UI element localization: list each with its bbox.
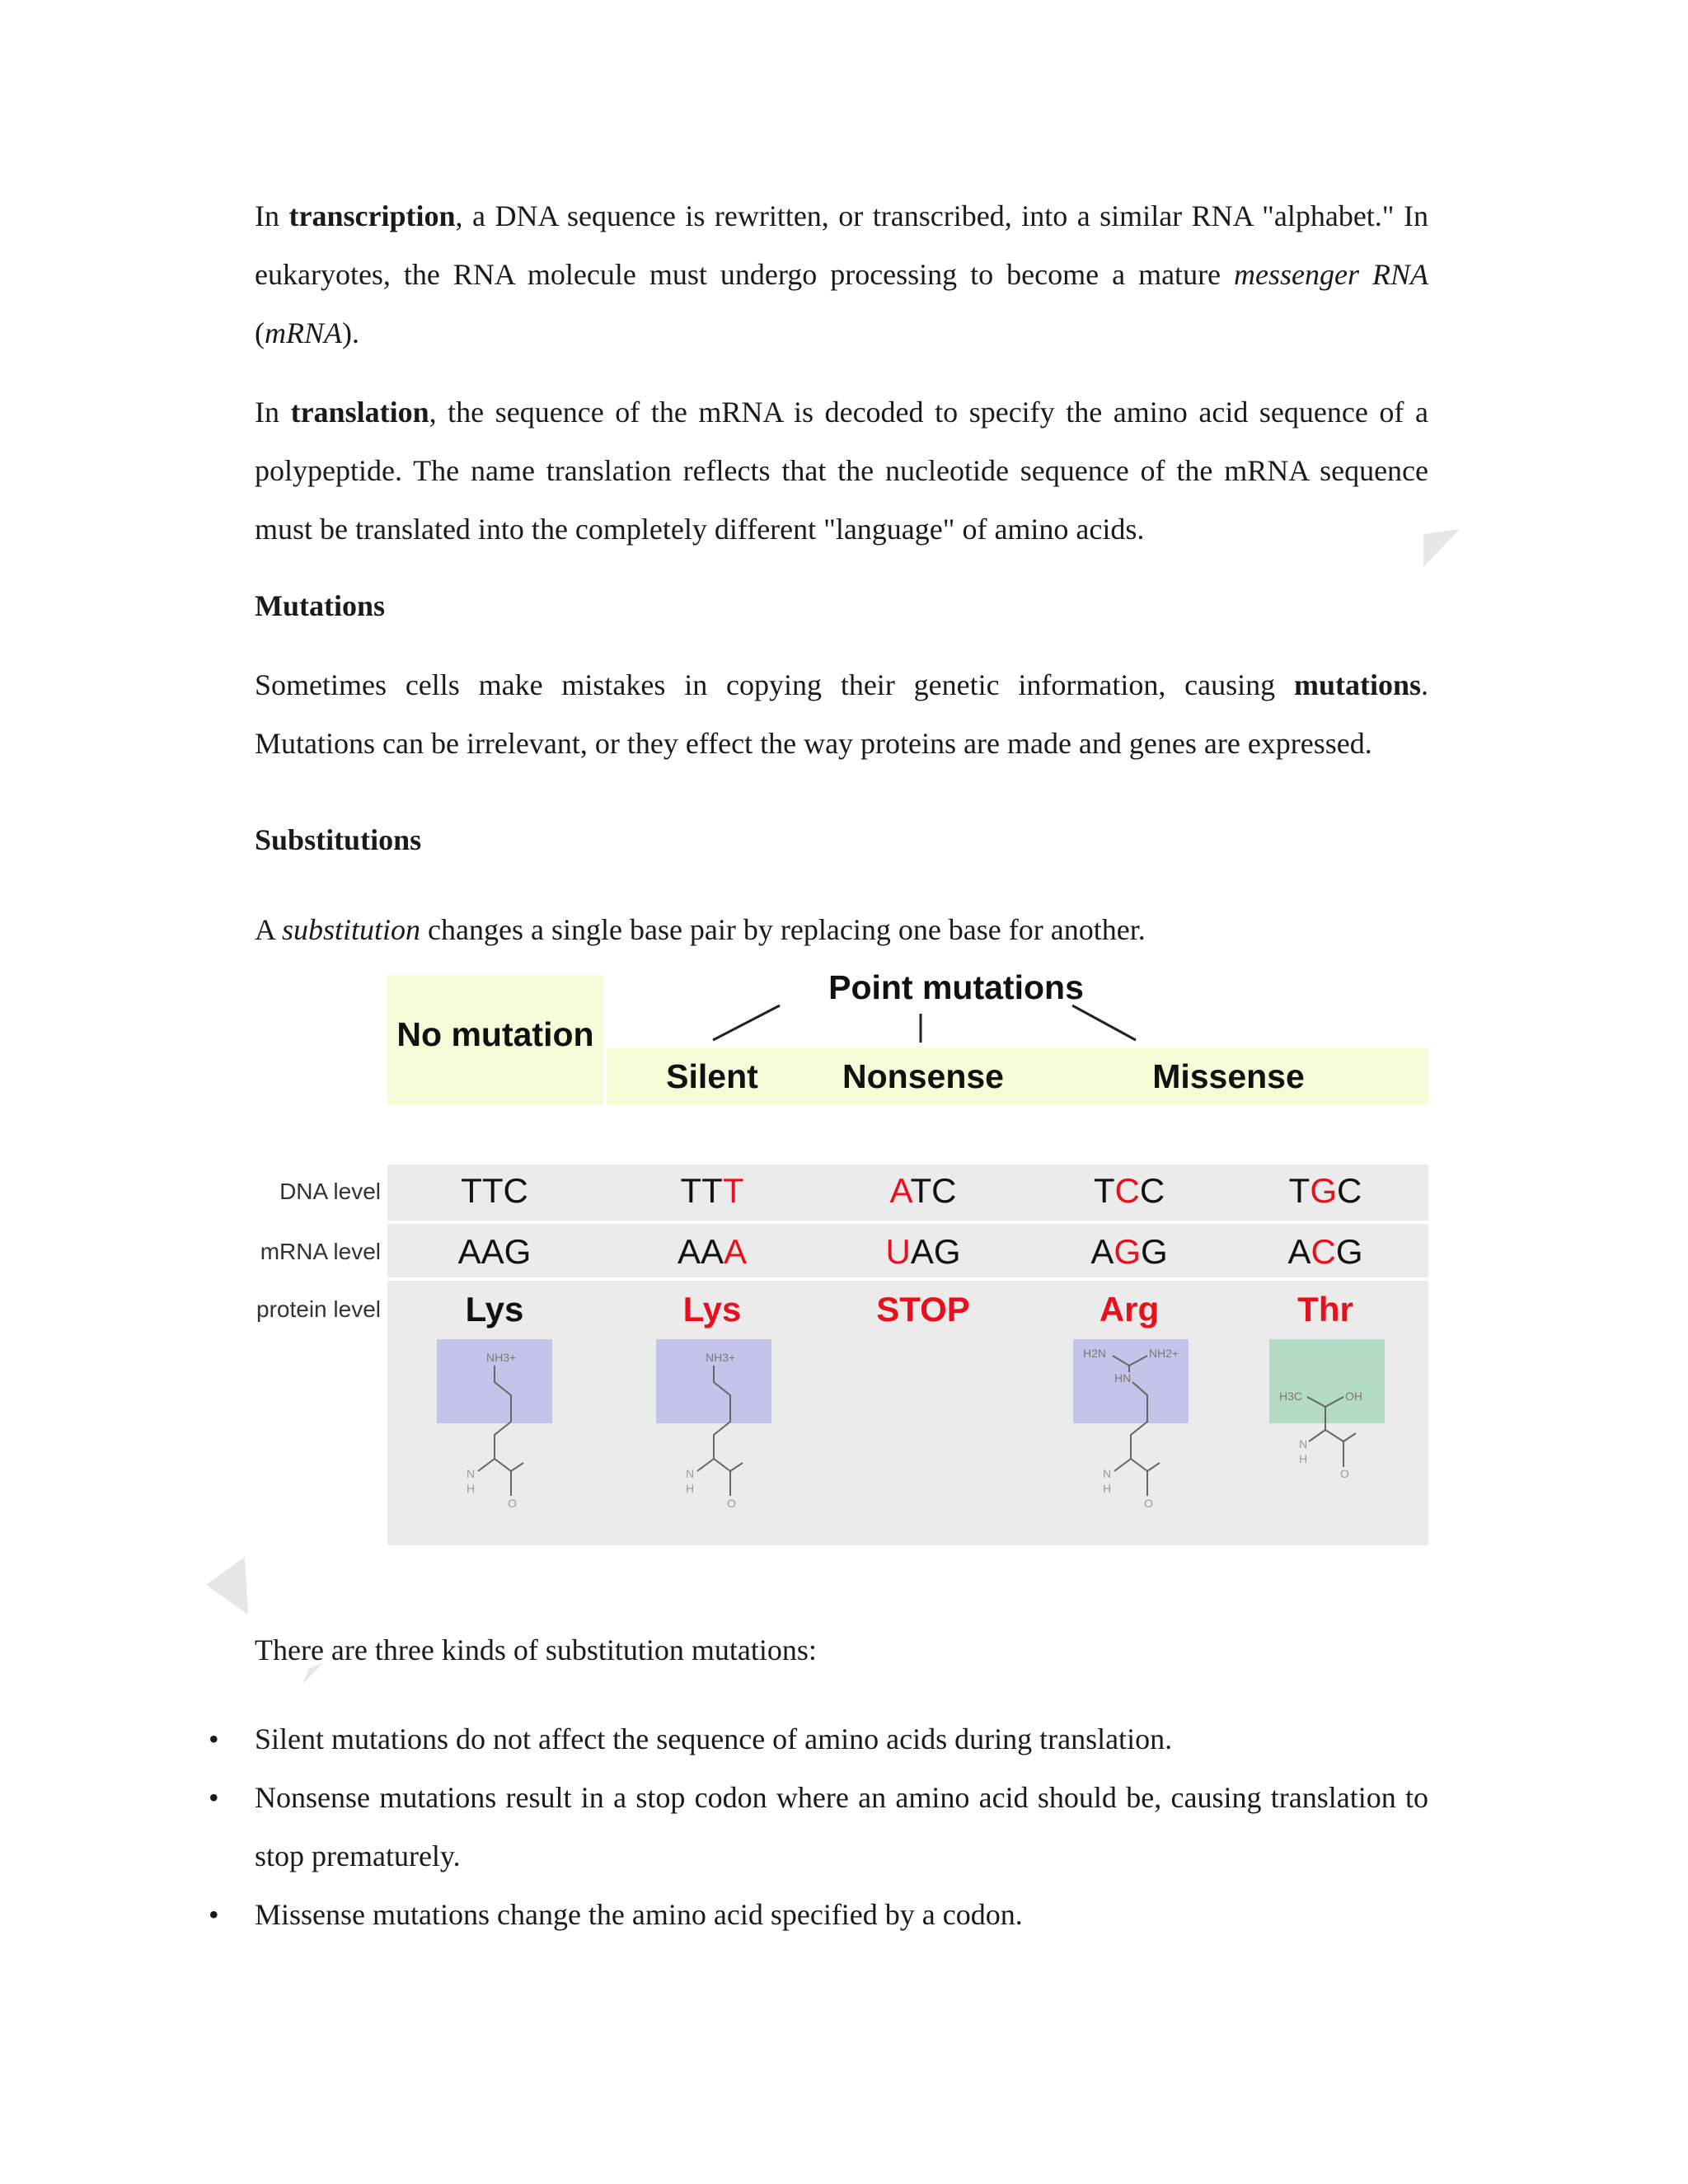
mrna-codon: AAA [677,1232,748,1271]
row-divider [387,1277,1428,1281]
term-translation: translation [290,396,429,429]
term-substitution: substitution [282,913,421,946]
term-messenger-rna: messenger RNA [1234,258,1428,291]
svg-text:NH2+: NH2+ [1149,1347,1179,1360]
point-mutations-figure [247,968,1434,1554]
list-item-text: Missense mutations change the amino acid specified by a codon. [255,1898,1023,1931]
paragraph-mutations [255,656,1428,773]
dna-codon: TTC [461,1171,528,1210]
amino-acid-label: Lys [465,1290,524,1329]
text-run: changes a single base pair by replacing one base for another. [420,913,1146,946]
amino-acid-label: Arg [1099,1290,1160,1329]
silent-label: Silent [666,1057,758,1095]
mutation-types-list [209,1710,1428,1944]
paragraph-transcription [255,187,1428,363]
dna-codon: TGC [1288,1171,1362,1210]
svg-text:NH3+: NH3+ [706,1351,736,1364]
mrna-codon: AAG [457,1232,532,1271]
text-run: ( [255,316,265,349]
heading-substitutions: Substitutions [255,823,422,856]
dna-codon: TTT [680,1171,744,1210]
text-run: Sometimes cells make mistakes in copying their genetic information, causing [255,668,1294,701]
svg-text:H: H [467,1482,476,1495]
mrna-codon: AGG [1090,1232,1168,1271]
row-divider [387,1221,1428,1224]
lysine-structure-drawing [437,1339,552,1529]
svg-text:N: N [686,1467,695,1480]
svg-text:O: O [727,1497,736,1510]
svg-text:HN: HN [1114,1371,1132,1385]
bullet-marker: • [209,1898,219,1931]
text-run: . Mutations can be irrelevant, or they effect the way proteins are made and genes are expressed. [255,668,1428,760]
svg-text:O: O [1144,1497,1153,1510]
text-run: In [255,199,289,232]
nonsense-label: Nonsense [842,1057,1004,1095]
text-run: A [255,913,283,946]
arginine-structure-drawing [1073,1339,1189,1529]
term-transcription: transcription [288,199,456,232]
point-mutations-label: Point mutations [828,968,1084,1006]
svg-text:O: O [1340,1467,1349,1480]
row-label-mrna: mRNA level [260,1239,381,1264]
text-run: ). [342,316,359,349]
no-mutation-label: No mutation [396,1015,594,1053]
list-item-text: Nonsense mutations result in a stop codon where an amino acid should be, causing translation to stop prematurely. [255,1781,1428,1872]
mrna-codon: UAG [885,1232,961,1271]
list-item [209,1710,1428,1769]
lysine-structure-drawing [656,1339,771,1529]
list-item [209,1769,1428,1886]
stop-label: STOP [876,1290,970,1329]
mrna-codon: ACG [1287,1232,1363,1271]
svg-text:N: N [1299,1437,1308,1451]
list-item [209,1886,1428,1944]
heading-mutations: Mutations [255,589,386,622]
dna-codon: ATC [889,1171,957,1210]
svg-text:H: H [1103,1482,1112,1495]
amino-acid-label: Thr [1297,1290,1353,1329]
term-mutations: mutations [1293,668,1421,701]
svg-text:NH3+: NH3+ [486,1351,517,1364]
svg-text:N: N [467,1467,476,1480]
paragraph-translation [255,383,1428,559]
text-run: , the sequence of the mRNA is decoded to specify the amino acid sequence of a polypeptide. The name translation reflects that the nucleotide sequence of the mRNA sequence must be translated into the completely different "language" of amino acids. [255,396,1428,546]
svg-text:H: H [686,1482,695,1495]
svg-text:O: O [508,1497,517,1510]
page-corner-mark [1422,527,1463,569]
list-item-text: Silent mutations do not affect the sequence of amino acids during translation. [255,1722,1173,1755]
bullet-marker: • [209,1722,219,1755]
svg-text:H3C: H3C [1279,1390,1303,1403]
paragraph-substitution [255,901,1428,959]
row-label-dna: DNA level [279,1179,381,1204]
svg-text:H2N: H2N [1083,1347,1107,1360]
bullet-marker: • [209,1781,219,1814]
missense-label: Missense [1152,1057,1305,1095]
amino-acid-label: Lys [682,1290,742,1329]
page-corner-mark [202,1554,251,1615]
text-run: In [255,396,291,429]
dna-codon: TCC [1093,1171,1165,1210]
svg-text:N: N [1103,1467,1112,1480]
paragraph-three-kinds: There are three kinds of substitution mutations: [255,1633,817,1666]
text-run: , a DNA sequence is rewritten, or transcribed, into a similar RNA "alphabet." In eukaryotes, the RNA molecule must undergo processing to become a mature [255,199,1428,291]
threonine-structure-drawing [1269,1339,1385,1529]
point-mutations-branch-lines [247,968,1434,1051]
row-label-protein: protein level [256,1296,381,1322]
term-mrna: mRNA [265,316,342,349]
svg-text:OH: OH [1345,1390,1362,1403]
svg-text:H: H [1299,1452,1308,1465]
